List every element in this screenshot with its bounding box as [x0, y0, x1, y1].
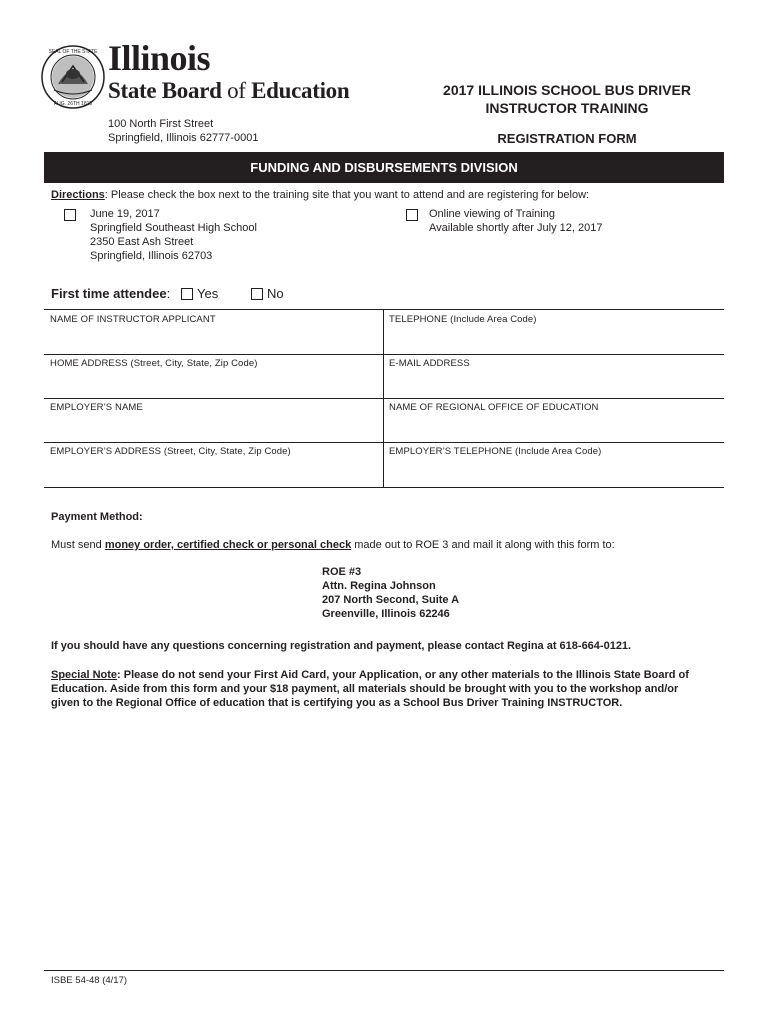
first-time-no-checkbox[interactable]: [251, 288, 263, 300]
email-field[interactable]: E-MAIL ADDRESS: [389, 358, 470, 369]
address-line-1: 100 North First Street: [108, 118, 214, 130]
option-online-title: Online viewing of Training: [429, 208, 555, 220]
form-number: ISBE 54-48 (4/17): [51, 975, 128, 986]
payment-text-before: Must send: [51, 539, 105, 551]
directions-label: Directions: [51, 189, 105, 201]
grid-row-divider: [44, 354, 724, 355]
regional-office-field[interactable]: NAME OF REGIONAL OFFICE OF EDUCATION: [389, 402, 599, 413]
employer-name-field[interactable]: EMPLOYER’S NAME: [50, 402, 143, 413]
special-note-line-1: : Please do not send your First Aid Card, your Application, or any other materials to the Illinois State Board of: [117, 669, 689, 681]
option-in-person-street: 2350 East Ash Street: [90, 236, 194, 248]
mail-to-line-1: ROE #3: [322, 566, 362, 578]
directions: [51, 188, 589, 202]
directions-text: : Please check the box next to the training site that you want to attend and are registering for below:: [104, 189, 590, 201]
option-online-checkbox[interactable]: [406, 209, 418, 221]
telephone-field[interactable]: TELEPHONE (Include Area Code): [389, 314, 537, 325]
employer-address-field[interactable]: EMPLOYER’S ADDRESS (Street, City, State, Zip Code): [50, 446, 291, 457]
form-type: REGISTRATION FORM: [497, 131, 637, 146]
option-in-person-city: Springfield, Illinois 62703: [90, 250, 213, 262]
first-time-label-text: First time attendee: [51, 286, 167, 301]
form-title-line-1: 2017 ILLINOIS SCHOOL BUS DRIVER: [443, 82, 691, 98]
first-time-attendee-label: [51, 286, 170, 302]
payment-text-after: made out to ROE 3 and mail it along with this form to:: [351, 539, 615, 551]
state-seal-logo: [40, 44, 106, 110]
first-time-colon: :: [166, 286, 171, 301]
mail-to-line-3: 207 North Second, Suite A: [322, 594, 460, 606]
home-address-field[interactable]: HOME ADDRESS (Street, City, State, Zip Code): [50, 358, 258, 369]
first-time-yes-checkbox[interactable]: [181, 288, 193, 300]
form-title-line-2: INSTRUCTOR TRAINING: [485, 100, 649, 116]
applicant-info-grid: [44, 309, 724, 488]
org-name-of: of: [227, 78, 246, 103]
option-in-person-checkbox[interactable]: [64, 209, 76, 221]
address-line-2: Springfield, Illinois 62777-0001: [108, 132, 259, 144]
payment-methods-underlined: money order, certified check or personal check: [104, 539, 352, 551]
mail-to-line-4: Greenville, Illinois 62246: [322, 608, 450, 620]
payment-instructions: [51, 538, 615, 552]
footer-rule: [44, 970, 724, 971]
first-time-no-label: No: [267, 286, 284, 301]
instructor-name-field[interactable]: NAME OF INSTRUCTOR APPLICANT: [50, 314, 216, 325]
contact-info: If you should have any questions concerning registration and payment, please contact Regina at 618-664-0121.: [51, 640, 632, 652]
org-name-board: [108, 78, 349, 104]
org-name-part2: Education: [245, 78, 350, 103]
special-note: [51, 668, 689, 682]
special-note-label: Special Note: [51, 669, 118, 681]
special-note-line-3: given to the Regional Office of education that is certifying you as a School Bus Driver Training INSTRUCTOR.: [51, 697, 623, 709]
first-time-yes-label: Yes: [197, 286, 219, 301]
org-name-illinois: Illinois: [108, 38, 211, 78]
mail-to-line-2: Attn. Regina Johnson: [322, 580, 436, 592]
option-in-person-school: Springfield Southeast High School: [90, 222, 257, 234]
svg-text:AUG. 26TH 1818: AUG. 26TH 1818: [53, 101, 93, 107]
grid-row-divider: [44, 398, 724, 399]
employer-telephone-field[interactable]: EMPLOYER’S TELEPHONE (Include Area Code): [389, 446, 602, 457]
org-name-part1: State Board: [108, 78, 228, 103]
payment-heading: Payment Method:: [51, 511, 143, 523]
option-online-availability: Available shortly after July 12, 2017: [429, 222, 603, 234]
special-note-line-2: Education. Aside from this form and your $18 payment, all materials should be brought with you to the workshop and/or: [51, 683, 679, 695]
grid-row-divider: [44, 442, 724, 443]
division-banner: FUNDING AND DISBURSEMENTS DIVISION: [44, 152, 724, 183]
svg-text:SEAL OF THE STATE: SEAL OF THE STATE: [48, 49, 98, 55]
option-in-person-date: June 19, 2017: [90, 208, 160, 220]
